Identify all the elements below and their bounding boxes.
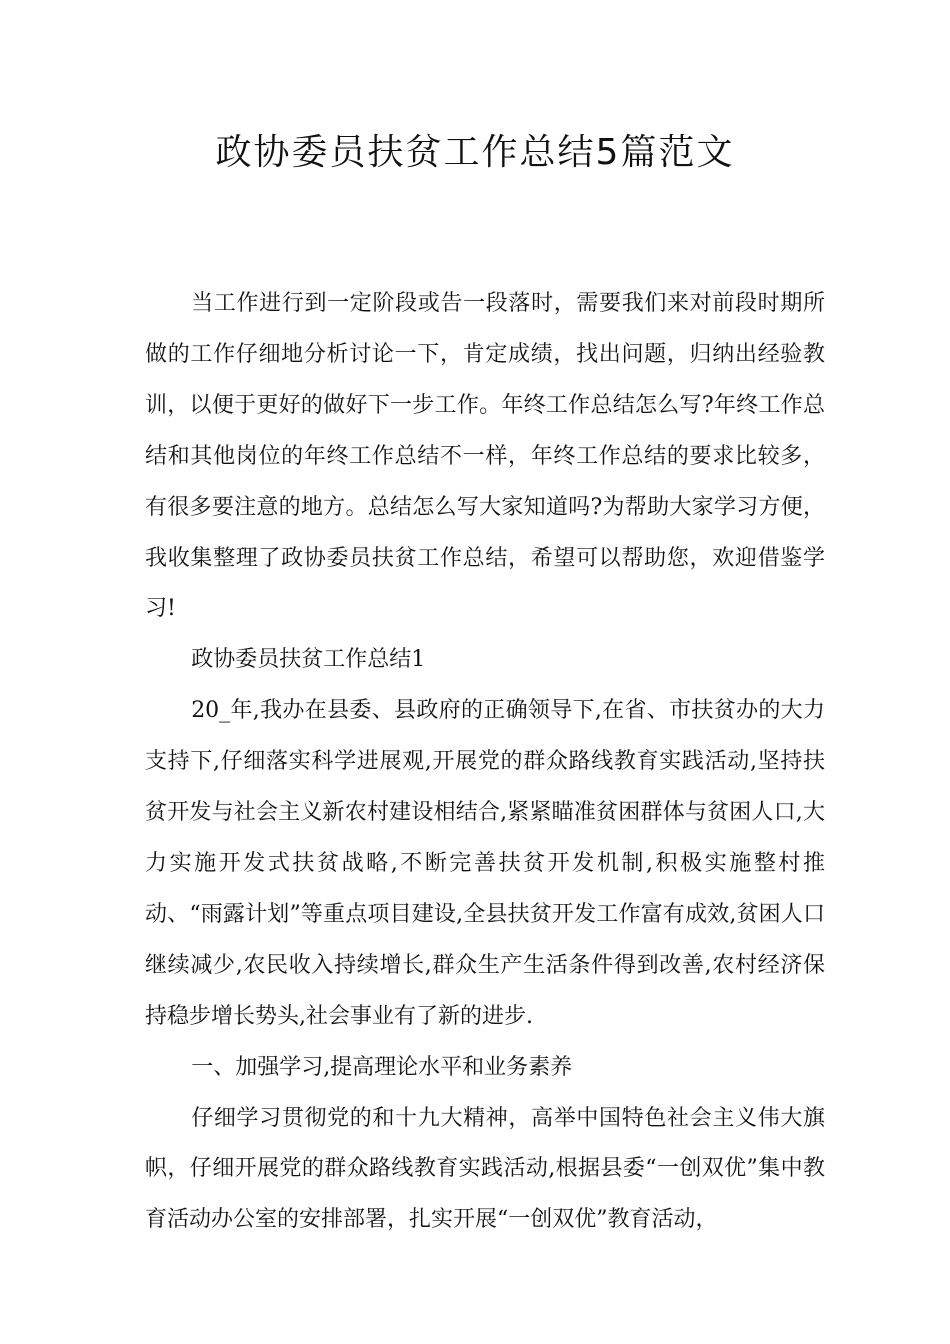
section-heading: 政协委员扶贫工作总结1 <box>191 647 426 673</box>
document-body <box>145 279 825 1246</box>
subsection-heading: 一、加强学习,提高理论水平和业务素养 <box>191 1054 573 1080</box>
intro-paragraph: 当工作进行到一定阶段或告一段落时，需要我们来对前段时期所做的工作仔细地分析讨论一下，肯定成绩，找出问题，归纳出经验教训，以便于更好的做好下一步工作。年终工作总结怎么写?年终工作总结和其他岗位的年终工作总结不一样，年终工作总结的要求比较多，有很多要注意的地方。总结怎么写大家知道吗?为帮助大家学习方便，我收集整理了政协委员扶贫工作总结，希望可以帮助您，欢迎借鉴学习! <box>145 291 825 622</box>
body-paragraph: 20_年,我办在县委、县政府的正确领导下,在省、市扶贫办的大力支持下,仔细落实科学进展观,开展党的群众路线教育实践活动,坚持扶贫开发与社会主义新农村建设相结合,紧紧瞄准贫困群体与贫困人口,大力实施开发式扶贫战略,不断完善扶贫开发机制,积极实施整村推动、“雨露计划”等重点项目建设,全县扶贫开发工作富有成效,贫困人口继续减少,农民收入持续增长,群众生产生活条件得到改善,农村经济保持稳步增长势头,社会事业有了新的进步. <box>145 698 825 1029</box>
document-title: 政协委员扶贫工作总结5篇范文 <box>215 132 735 173</box>
body-paragraph: 仔细学习贯彻党的和十九大精神，高举中国特色社会主义伟大旗帜，仔细开展党的群众路线教育实践活动,根据县委“一创双优”集中教育活动办公室的安排部署，扎实开展“一创双优”教育活动， <box>145 1105 825 1233</box>
